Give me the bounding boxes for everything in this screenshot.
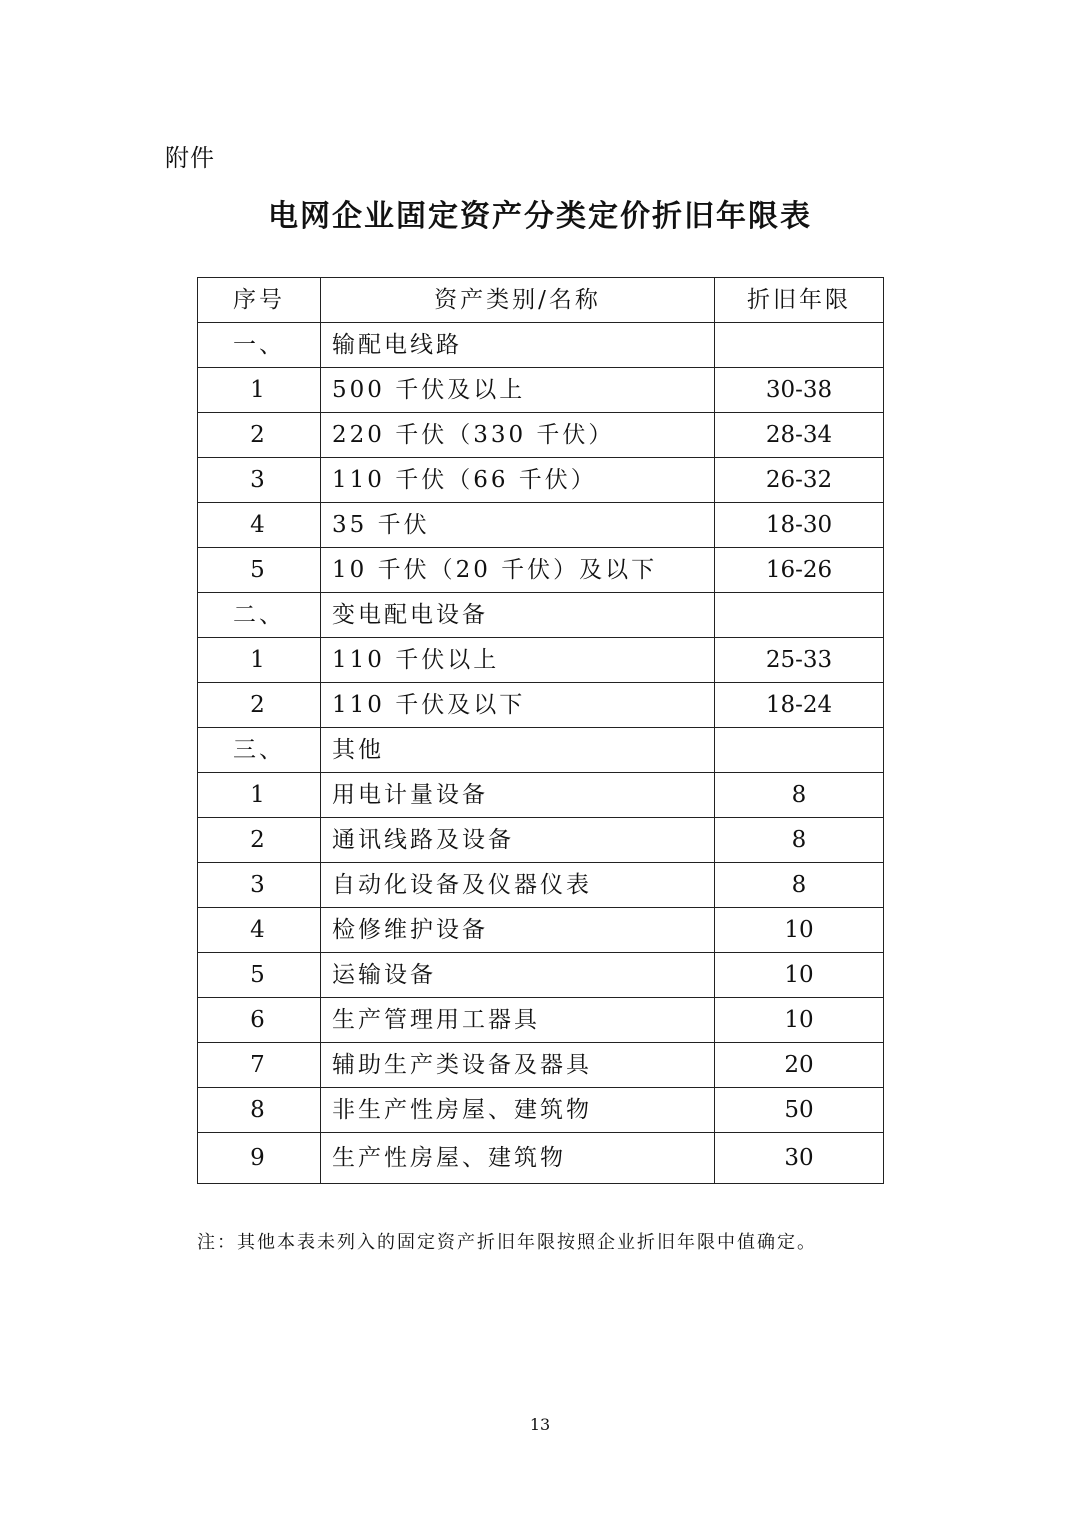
depreciation-years: 16-26 <box>715 548 884 593</box>
section-number: 一、 <box>198 323 321 368</box>
table-row <box>198 458 884 503</box>
depreciation-years: 8 <box>715 863 884 908</box>
row-number: 3 <box>198 863 321 908</box>
section-row <box>198 728 884 773</box>
table-row <box>198 998 884 1043</box>
depreciation-years: 28-34 <box>715 413 884 458</box>
depreciation-years: 8 <box>715 818 884 863</box>
asset-name: 110 千伏（66 千伏） <box>321 458 715 503</box>
row-number: 2 <box>198 818 321 863</box>
depreciation-years: 10 <box>715 998 884 1043</box>
section-row <box>198 593 884 638</box>
row-number: 6 <box>198 998 321 1043</box>
table-row <box>198 1133 884 1184</box>
row-number: 9 <box>198 1133 321 1184</box>
table-row <box>198 368 884 413</box>
asset-name: 35 千伏 <box>321 503 715 548</box>
asset-name: 非生产性房屋、建筑物 <box>321 1088 715 1133</box>
depreciation-years: 20 <box>715 1043 884 1088</box>
header-depreciation-years: 折旧年限 <box>715 278 884 323</box>
section-row <box>198 323 884 368</box>
depreciation-years: 50 <box>715 1088 884 1133</box>
table-header-row <box>198 278 884 323</box>
table-row <box>198 1088 884 1133</box>
table-body <box>198 323 884 1184</box>
table-row <box>198 1043 884 1088</box>
table-row <box>198 638 884 683</box>
section-number: 三、 <box>198 728 321 773</box>
table-row <box>198 548 884 593</box>
asset-name: 用电计量设备 <box>321 773 715 818</box>
depreciation-table <box>197 277 884 1184</box>
row-number: 5 <box>198 548 321 593</box>
section-number: 二、 <box>198 593 321 638</box>
header-asset-category: 资产类别/名称 <box>321 278 715 323</box>
table-row <box>198 413 884 458</box>
table-row <box>198 908 884 953</box>
page-number: 13 <box>529 1415 551 1434</box>
depreciation-years: 10 <box>715 908 884 953</box>
row-number: 1 <box>198 368 321 413</box>
depreciation-years <box>715 323 884 368</box>
section-name: 其他 <box>321 728 715 773</box>
row-number: 3 <box>198 458 321 503</box>
row-number: 1 <box>198 638 321 683</box>
section-name: 输配电线路 <box>321 323 715 368</box>
table-note: 注：其他本表未列入的固定资产折旧年限按照企业折旧年限中值确定。 <box>197 1232 817 1253</box>
asset-name: 自动化设备及仪器仪表 <box>321 863 715 908</box>
header-number: 序号 <box>198 278 321 323</box>
asset-name: 220 千伏（330 千伏） <box>321 413 715 458</box>
asset-name: 500 千伏及以上 <box>321 368 715 413</box>
depreciation-years: 25-33 <box>715 638 884 683</box>
depreciation-years <box>715 593 884 638</box>
asset-name: 110 千伏以上 <box>321 638 715 683</box>
depreciation-years: 18-30 <box>715 503 884 548</box>
asset-name: 运输设备 <box>321 953 715 998</box>
row-number: 4 <box>198 503 321 548</box>
depreciation-years <box>715 728 884 773</box>
table-row <box>198 683 884 728</box>
row-number: 4 <box>198 908 321 953</box>
asset-name: 生产性房屋、建筑物 <box>321 1133 715 1184</box>
depreciation-years: 26-32 <box>715 458 884 503</box>
table-row <box>198 953 884 998</box>
row-number: 1 <box>198 773 321 818</box>
asset-name: 生产管理用工器具 <box>321 998 715 1043</box>
row-number: 2 <box>198 413 321 458</box>
asset-name: 辅助生产类设备及器具 <box>321 1043 715 1088</box>
depreciation-years: 8 <box>715 773 884 818</box>
depreciation-years: 30 <box>715 1133 884 1184</box>
document-title: 电网企业固定资产分类定价折旧年限表 <box>268 199 812 234</box>
depreciation-years: 18-24 <box>715 683 884 728</box>
depreciation-years: 10 <box>715 953 884 998</box>
section-name: 变电配电设备 <box>321 593 715 638</box>
depreciation-years: 30-38 <box>715 368 884 413</box>
attachment-label: 附件 <box>165 144 215 172</box>
row-number: 5 <box>198 953 321 998</box>
row-number: 8 <box>198 1088 321 1133</box>
asset-name: 通讯线路及设备 <box>321 818 715 863</box>
table-row <box>198 773 884 818</box>
asset-name: 检修维护设备 <box>321 908 715 953</box>
table-row <box>198 863 884 908</box>
table-row <box>198 818 884 863</box>
table-row <box>198 503 884 548</box>
row-number: 7 <box>198 1043 321 1088</box>
row-number: 2 <box>198 683 321 728</box>
asset-name: 10 千伏（20 千伏）及以下 <box>321 548 715 593</box>
asset-name: 110 千伏及以下 <box>321 683 715 728</box>
